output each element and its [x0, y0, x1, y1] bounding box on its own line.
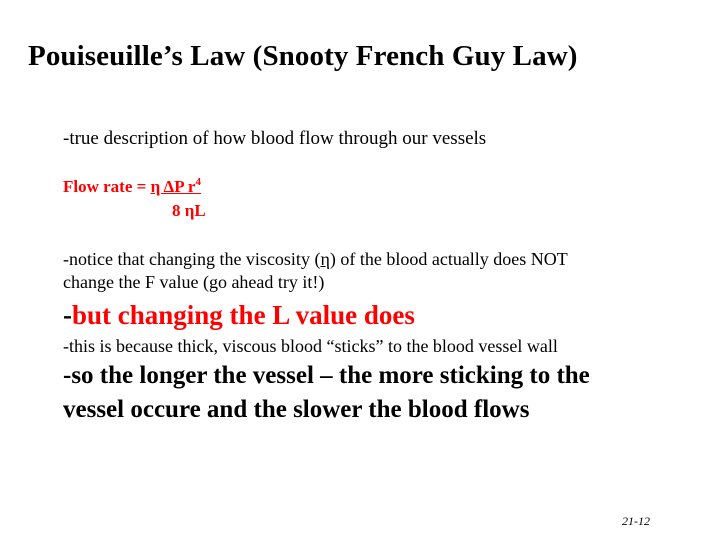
slide-title: Pouiseuille’s Law (Snooty French Guy Law) — [28, 40, 578, 72]
formula-numerator-text: η ΔP r — [150, 177, 196, 196]
conclusion-line-2: vessel occure and the slower the blood flows — [63, 396, 530, 423]
slide-number: 21-12 — [622, 514, 650, 528]
because-text: -this is because thick, viscous blood “sticks” to the blood vessel wall — [63, 336, 558, 356]
formula-numerator-line — [63, 177, 201, 197]
conclusion-line-1: -so the longer the vessel – the more sticking to the — [63, 362, 590, 389]
but-statement — [63, 300, 415, 331]
notice-line-2: change the F value (go ahead try it!) — [63, 272, 325, 292]
but-text: but changing the L value does — [72, 300, 415, 330]
notice-line-1 — [63, 249, 568, 270]
formula-exponent: 4 — [195, 176, 201, 188]
notice-line-1-before: -notice that changing the viscosity ( — [63, 249, 321, 269]
formula-numerator — [151, 177, 201, 196]
notice-line-1-after: ) of the blood actually does NOT — [329, 249, 568, 269]
formula-prefix: Flow rate = — [63, 177, 151, 196]
intro-text: -true description of how blood flow through our vessels — [63, 128, 487, 149]
notice-eta: η — [320, 249, 330, 269]
formula-denominator: 8 ηL — [172, 201, 206, 220]
but-dash: - — [63, 300, 72, 330]
